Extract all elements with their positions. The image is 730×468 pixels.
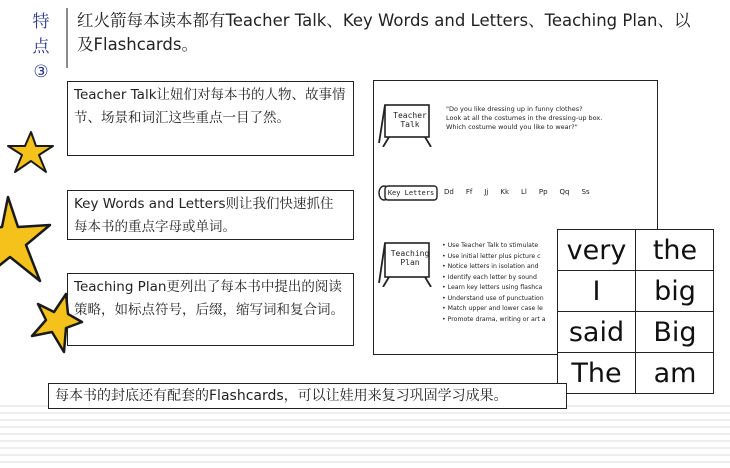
- key-letter: Kk: [500, 188, 510, 196]
- plan-bullet-text: Use initial letter plus picture c: [447, 252, 541, 260]
- key-letters-list: [444, 188, 602, 196]
- flashcards-card: 每本书的封底还有配套的Flashcards，可以让娃用来复习巩固学习成果。: [48, 383, 567, 409]
- star-icon: [28, 292, 84, 356]
- plan-bullet-text: Notice letters in isolation and: [447, 263, 539, 270]
- star-icon: [6, 130, 56, 175]
- teacher-talk-sign-line-1: Teacher: [393, 111, 427, 120]
- plan-bullet-text: Understand use of punctuation: [447, 294, 544, 302]
- plan-bullet: • Use initial letter plus picture c: [442, 252, 541, 260]
- key-words-card: Key Words and Letters则让我们快速抓住每本书的重点字母或单词。: [67, 190, 354, 240]
- teaching-plan-card: Teaching Plan更列出了每本书中提出的阅读策略，如标点符号，后缀，缩写词和复合词。: [67, 273, 354, 346]
- star-icon: [0, 195, 56, 285]
- teaching-plan-bullets: [442, 241, 562, 325]
- teacher-talk-line: "Do you like dressing up in funny clothes?: [446, 105, 583, 113]
- key-letter: Pp: [538, 188, 548, 196]
- key-letter: Ff: [465, 188, 473, 196]
- plan-bullet-text: Match upper and lower case le: [447, 305, 543, 312]
- key-letter: Ll: [521, 188, 527, 196]
- key-letters-sign: Key Letters: [387, 189, 435, 197]
- plan-bullet: • Promote drama, writing or art a: [442, 315, 546, 323]
- teacher-talk-line: Look at all the costumes in the dressing-up box.: [446, 114, 603, 122]
- teaching-plan-sign-line-1: Teaching: [390, 249, 430, 258]
- teacher-talk-sign-line-2: Talk: [400, 120, 420, 129]
- flashcard: Big: [636, 312, 714, 353]
- feature-label-char-1: 特: [32, 12, 50, 32]
- plan-bullet: • Understand use of punctuation: [442, 294, 544, 302]
- key-letter: Jj: [484, 188, 489, 196]
- flashcard: am: [653, 357, 697, 389]
- flashcard: the: [636, 230, 714, 271]
- teaching-plan-sign: [390, 249, 430, 267]
- flashcard: The: [558, 353, 636, 393]
- background-stripes: [0, 400, 730, 468]
- flashcard: I: [558, 271, 636, 312]
- feature-label-char-2: 点: [32, 37, 50, 57]
- plan-bullet: • Identify each letter by sound: [442, 273, 537, 281]
- key-letter: Qq: [559, 188, 570, 196]
- plan-bullet-text: Promote drama, writing or art a: [447, 315, 546, 323]
- teacher-talk-line: Which costume would you like to wear?": [446, 123, 578, 131]
- plan-bullet: • Notice letters in isolation and: [442, 263, 539, 270]
- feature-label-number: ③: [33, 62, 49, 82]
- plan-bullet-text: Learn key letters using flashca: [447, 284, 543, 291]
- key-letter: Ss: [581, 188, 590, 196]
- teacher-talk-text: [446, 105, 602, 132]
- plan-bullet: • Use Teacher Talk to stimulate: [442, 242, 539, 249]
- divider-line: [66, 8, 68, 68]
- flashcard: said: [558, 312, 636, 353]
- teaching-plan-sign-line-2: Plan: [400, 258, 420, 267]
- feature-label: [26, 10, 56, 85]
- plan-bullet: • Match upper and lower case le: [442, 305, 543, 312]
- flashcards-grid: [557, 229, 714, 394]
- plan-bullet-text: Identify each letter by sound: [447, 273, 537, 281]
- intro-text: 红火箭每本读本都有Teacher Talk、Key Words and Letters、Teaching Plan、以及Flashcards。: [77, 11, 691, 54]
- teacher-talk-card: Teacher Talk让妞们对每本书的人物、故事情节、场景和词汇这些重点一目了然。: [67, 81, 354, 156]
- flashcard: big: [636, 271, 714, 312]
- key-letter: Dd: [444, 188, 454, 196]
- flashcard: very: [558, 230, 636, 271]
- teacher-talk-sign: [392, 111, 428, 129]
- plan-bullet: • Learn key letters using flashca: [442, 284, 543, 291]
- plan-bullet-text: Use Teacher Talk to stimulate: [447, 242, 539, 249]
